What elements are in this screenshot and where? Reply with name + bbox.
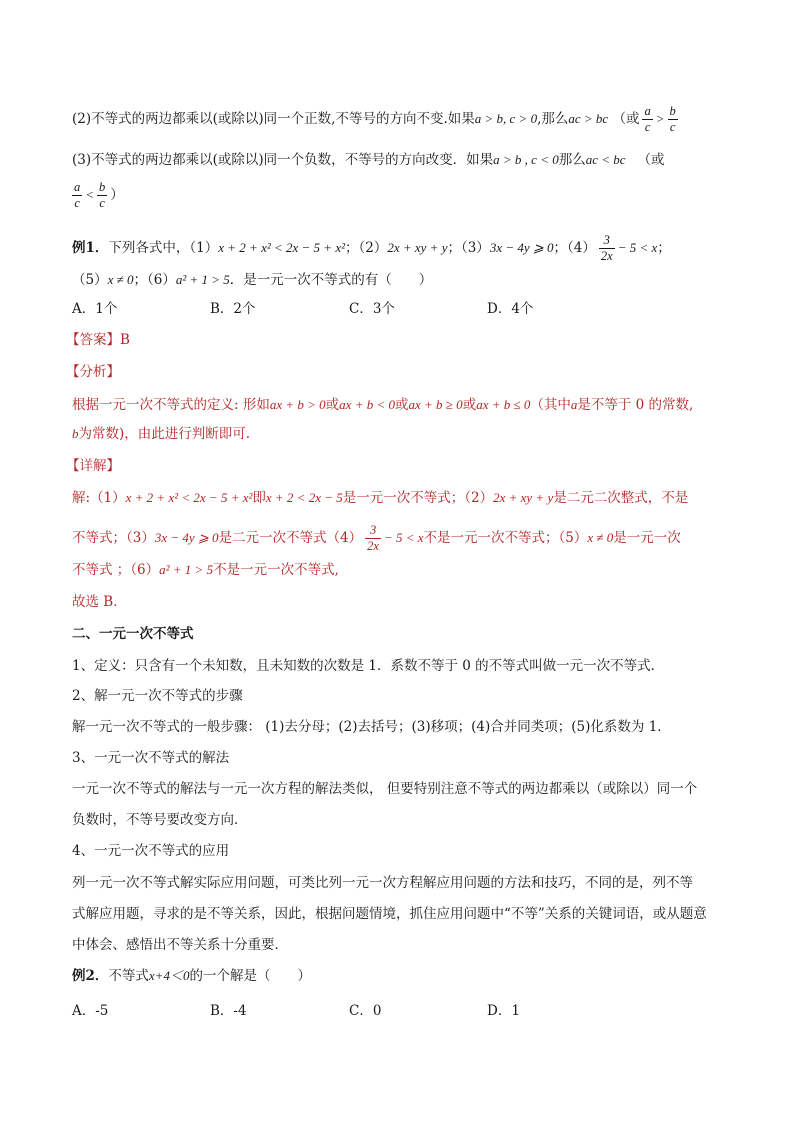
ex2-option-a: A．-5 bbox=[72, 1003, 109, 1019]
example-1-question: ．是一元一次不等式的有（ ） bbox=[229, 272, 433, 288]
property-2-condition: a > b, c > 0 bbox=[474, 111, 538, 126]
expr-2: 2x + xy + y bbox=[387, 240, 448, 255]
fraction-a-over-c-2: $\frac{a}{c}$ bbox=[74, 180, 81, 210]
analysis-text-l2: 为常数)，由此进行判断即可. bbox=[78, 426, 251, 442]
detail-line-3 bbox=[72, 560, 339, 580]
detail-line-4: 故选 B． bbox=[72, 594, 127, 610]
detail-text-2e: 不是一元一次不等式；（5） bbox=[423, 530, 588, 546]
section-2-app-line-2: 式解应用题，寻求的是不等关系，因此，根据问题情境，抓住应用问题中“不等”关系的关键词语，或从题意 bbox=[72, 906, 707, 922]
example-2-text-c: 的一个解是（ ） bbox=[189, 968, 311, 984]
property-2-line: (2)不等式的两边都乘以(或除以)同一个正数,不等号的方向不变.如果a > b, c > 0,那么ac > bc （或 $\frac{a}{c}$ > $\frac{b}{c}$ bbox=[72, 104, 676, 134]
detail-text-3a: 不等式 ；（6） bbox=[72, 562, 160, 578]
detail-text-1g: 是二元二次整式，不是 bbox=[553, 490, 689, 506]
detail-line-1 bbox=[72, 488, 688, 508]
section-2-steps: 解一元一次不等式的一般步骤： (1)去分母；(2)去括号；(3)移项；(4)合并同类项；(5)化系数为 1． bbox=[72, 719, 671, 735]
answer-value: B bbox=[120, 332, 130, 348]
analysis-text-a: 根据一元一次不等式的定义: 形如 bbox=[72, 397, 270, 413]
detail-text-1a: 解:（1） bbox=[72, 490, 126, 506]
example-1-line-1 bbox=[72, 233, 671, 264]
answer-line bbox=[66, 330, 130, 350]
expr-6: a² + 1 > 5 bbox=[175, 272, 230, 287]
expr-5: x ≠ 0 bbox=[107, 272, 134, 287]
analysis-line-1 bbox=[72, 395, 693, 415]
analysis-line-2 bbox=[72, 424, 250, 444]
section-2-definition: 1、定义：只含有一个未知数，且未知数的次数是 1．系数不等于 0 的不等式叫做一元一次不等式． bbox=[72, 658, 665, 674]
ex2-option-b: B．-4 bbox=[210, 1003, 247, 1019]
analysis-or-1: 或 bbox=[325, 397, 340, 413]
detail-expr-1f: 2x + xy + y bbox=[493, 490, 554, 505]
example-1-line-2 bbox=[72, 270, 432, 290]
detail-fraction: $\frac{3}{2x}$ bbox=[367, 523, 379, 553]
close-paren: ） bbox=[110, 187, 124, 203]
ex1-option-c: C．3个 bbox=[349, 301, 395, 317]
example-1-intro: 下列各式中，（1） bbox=[108, 240, 219, 256]
section-2-steps-heading: 2、解一元一次不等式的步骤 bbox=[72, 688, 243, 704]
ex2-option-c: C．0 bbox=[349, 1003, 382, 1019]
fraction-b-over-c-2: $\frac{b}{c}$ bbox=[99, 180, 106, 210]
detail-text-2a: 不等式；（3） bbox=[72, 530, 155, 546]
property-3-or: （或 bbox=[637, 152, 665, 168]
analysis-tag: 【分析】 bbox=[66, 364, 120, 380]
section-2-app-line-3: 中体会、感悟出不等关系十分重要． bbox=[72, 937, 288, 953]
analysis-expr-1: ax + b > 0 bbox=[269, 397, 326, 412]
analysis-expr-2: ax + b < 0 bbox=[339, 397, 395, 412]
property-3-line bbox=[72, 150, 665, 170]
section-2-app-heading: 4、一元一次不等式的应用 bbox=[72, 843, 230, 859]
detail-line-2 bbox=[72, 523, 681, 554]
property-3-text: (3)不等式的两边都乘以(或除以)同一个负数，不等号的方向改变．如果 bbox=[72, 152, 494, 168]
example-2-label: 例2． bbox=[72, 968, 109, 984]
detail-text-2c: 是二元一次不等式（4） bbox=[218, 530, 363, 546]
analysis-text-k: 是不等于 0 的常数, bbox=[577, 397, 694, 413]
sep-2: ；（2） bbox=[345, 240, 388, 256]
property-2-text: (2)不等式的两边都乘以(或除以)同一个正数,不等号的方向不变.如果 bbox=[72, 111, 475, 127]
section-2-method-heading: 3、一元一次不等式的解法 bbox=[72, 750, 230, 766]
detail-expr-2b: 3x − 4y ⩾ 0 bbox=[154, 530, 219, 545]
detail-text-2g: 是一元一次 bbox=[613, 530, 681, 546]
sep-6: ；（6） bbox=[133, 272, 176, 288]
example-2-expr: x+4＜0 bbox=[148, 968, 190, 983]
detail-expr-3b: a² + 1 > 5 bbox=[159, 562, 214, 577]
section-2-method-line-2: 负数时，不等号要改变方向． bbox=[72, 812, 248, 828]
section-2-method-line-1: 一元一次不等式的解法与一元一次方程的解法类似， 但要特别注意不等式的两边都乘以（或除以）同一个 bbox=[72, 781, 698, 797]
ex2-option-d: D．1 bbox=[487, 1003, 520, 1019]
analysis-var-a: a bbox=[570, 397, 578, 412]
ex1-option-b: B．2个 bbox=[210, 301, 256, 317]
analysis-expr-4: ax + b ≤ 0 bbox=[476, 397, 531, 412]
sep-semi: ； bbox=[657, 240, 671, 256]
example-2-text-a: 不等式 bbox=[108, 968, 149, 984]
detail-expr-1: x + 2 + x² < 2x − 5 + x² bbox=[125, 490, 253, 505]
detail-text-1e: 是一元一次不等式；（2） bbox=[342, 490, 494, 506]
ex1-option-a: A．1个 bbox=[72, 301, 118, 317]
detail-expr-2d: − 5 < x bbox=[383, 530, 424, 545]
expr-4-tail: − 5 < x bbox=[617, 240, 658, 255]
analysis-paren: （其中 bbox=[530, 397, 571, 413]
analysis-or-3: 或 bbox=[462, 397, 477, 413]
detail-text-3c: 不是一元一次不等式, bbox=[213, 562, 339, 578]
ex1-option-d: D．4个 bbox=[487, 301, 534, 317]
detail-tag: 【详解】 bbox=[66, 458, 120, 474]
section-2-app-line-1: 列一元一次不等式解实际应用问题，可类比列一元一次方程解应用问题的方法和技巧，不同的是，列不等 bbox=[72, 875, 693, 891]
property-3-result: ac < bc bbox=[585, 152, 626, 167]
sep-5: （5） bbox=[72, 272, 108, 288]
property-2-result: ac > bc bbox=[568, 111, 609, 126]
answer-tag: 【答案】 bbox=[66, 332, 120, 348]
sep-3: ；（3） bbox=[447, 240, 490, 256]
analysis-or-2: 或 bbox=[395, 397, 409, 413]
detail-text-1c: 即 bbox=[252, 490, 266, 506]
detail-expr-1d: x + 2 < 2x − 5 bbox=[265, 490, 343, 505]
property-3-then: 那么 bbox=[558, 152, 586, 168]
expr-3: 3x − 4y ⩾ 0 bbox=[489, 240, 554, 255]
sep-4: ；（4） bbox=[553, 240, 596, 256]
detail-expr-2f: x ≠ 0 bbox=[587, 530, 614, 545]
property-2-then: ,那么 bbox=[537, 111, 569, 127]
example-1-label: 例1． bbox=[72, 240, 109, 256]
fraction-b-over-c: $\frac{b}{c}$ bbox=[669, 104, 676, 134]
expr-4-fraction: $\frac{3}{2x}$ bbox=[600, 233, 613, 263]
property-3-condition: a > b , c < 0 bbox=[493, 152, 559, 167]
property-3-fraction-line: $\frac{a}{c}$ < $\frac{b}{c}$ ） bbox=[74, 180, 124, 210]
analysis-expr-3: ax + b ≥ 0 bbox=[408, 397, 463, 412]
expr-1: x + 2 + x² < 2x − 5 + x² bbox=[218, 240, 345, 255]
analysis-var-b: b bbox=[72, 426, 79, 441]
example-2-line bbox=[72, 966, 311, 986]
property-2-or: （或 bbox=[612, 111, 640, 127]
fraction-a-over-c: $\frac{a}{c}$ bbox=[644, 104, 651, 134]
section-2-heading: 二、一元一次不等式 bbox=[72, 626, 194, 642]
